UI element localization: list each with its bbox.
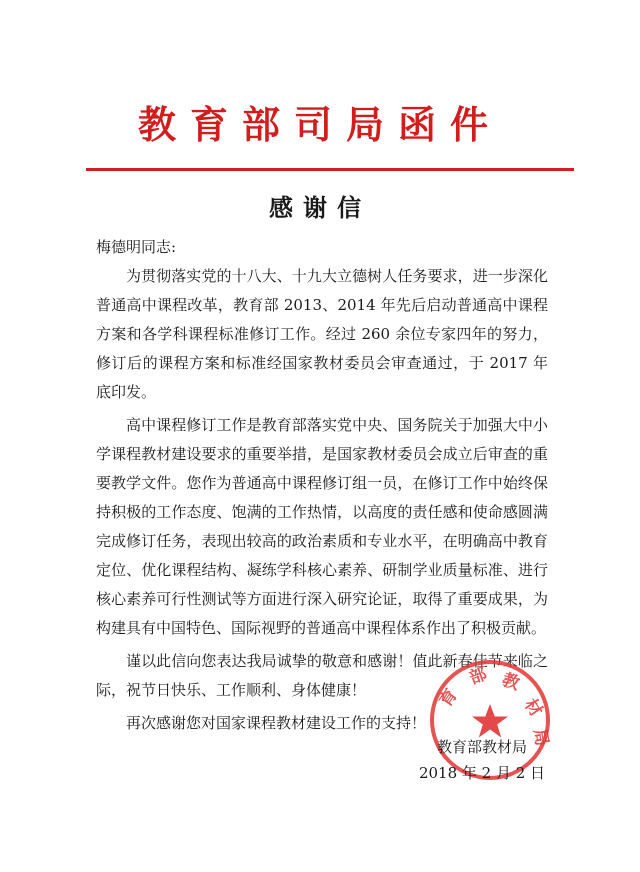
issue-date: 2018 年 2 月 2 日 xyxy=(418,764,546,782)
red-divider-line xyxy=(86,168,574,171)
signature-block xyxy=(418,734,546,786)
issuer-name: 教育部教材局 xyxy=(436,738,527,756)
paragraph-4: 再次感谢您对国家课程教材建设工作的支持！ xyxy=(126,714,427,732)
svg-text:材: 材 xyxy=(519,695,547,721)
svg-text:教: 教 xyxy=(499,669,523,695)
paragraph-2: 高中课程修订工作是教育部落实党中央、国务院关于加强大中小学课程教材建设要求的重要举措，是国家教材委员会成立后审查的重要教学文件。您作为普通高中课程修订组一员，在修订工作中始终保持积极的工作态度、饱满的工作热情，以高度的责任感和使命感圆满完成修订任务，表现出较高的政治素质和专业水平，在明确高中教育定位、优化课程结构、凝练学科核心素养、研制学业质量标准、进行核心素养可行性测试等方面进行深入研究论证，取得了重要成果，为构建具有中国特色、国际视野的普通高中课程体系作出了积极贡献。 xyxy=(96,416,548,637)
salutation: 梅德明同志: xyxy=(96,238,177,256)
svg-text:育: 育 xyxy=(435,685,462,711)
paragraph-1: 为贯彻落实党的十八大、十九大立德树人任务要求，进一步深化普通高中课程改革，教育部 2013、2014 年先后启动普通高中课程方案和各学科课程标准修订工作。经过 260 余位专家四年的努力，修订后的课程方案和标准经国家教材委员会审查通过，于 2017 年底印发。 xyxy=(96,267,548,401)
svg-text:部: 部 xyxy=(466,664,490,689)
letterhead-title: 教育部司局函件 xyxy=(137,102,502,147)
paragraph-3: 谨以此信向您表达我局诚挚的敬意和感谢！值此新春佳节来临之际，祝节日快乐、工作顺利、身体健康！ xyxy=(96,652,548,699)
svg-text:局: 局 xyxy=(529,727,552,748)
letter-title: 感谢信 xyxy=(269,193,371,222)
